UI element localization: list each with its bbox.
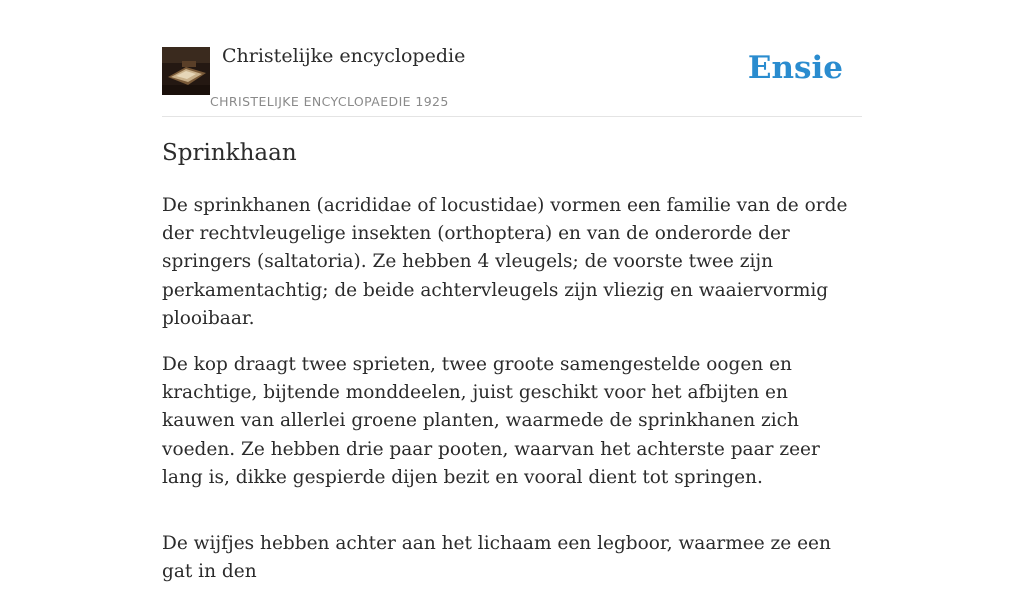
article-paragraph: De wijfjes hebben achter aan het lichaam een legboor, waarmee ze een gat in den <box>162 533 831 583</box>
brand-logo[interactable]: Ensie <box>747 50 843 86</box>
publication-subtitle: CHRISTELIJKE ENCYCLOPAEDIE 1925 <box>210 94 449 109</box>
article-body <box>162 192 862 604</box>
publication-avatar[interactable] <box>162 47 210 95</box>
publication-title[interactable]: Christelijke encyclopedie <box>222 45 466 67</box>
publication-header <box>162 0 862 117</box>
article-title: Sprinkhaan <box>162 140 297 166</box>
article-paragraph: De kop draagt twee sprieten, twee groote samengestelde oogen en krachtige, bijtende monddeelen, juist geschikt voor het afbijten en kauwen van allerlei groene planten, waarmede de sprinkhanen zich voeden. Ze hebben drie paar pooten, waarvan het achterste paar zeer lang is, dikke gespierde dijen bezit en vooral dient tot springen. <box>162 354 820 488</box>
article-paragraph: De sprinkhanen (acrididae of locustidae) vormen een familie van de orde der rechtvleugelige insekten (orthoptera) en van de onderorde der springers (saltatoria). Ze hebben 4 vleugels; de voorste twee zijn perkamentachtig; de beide achtervleugels zijn vliezig en waaiervormig plooibaar. <box>162 195 848 329</box>
page-container <box>162 0 862 583</box>
book-image-icon <box>162 47 210 95</box>
